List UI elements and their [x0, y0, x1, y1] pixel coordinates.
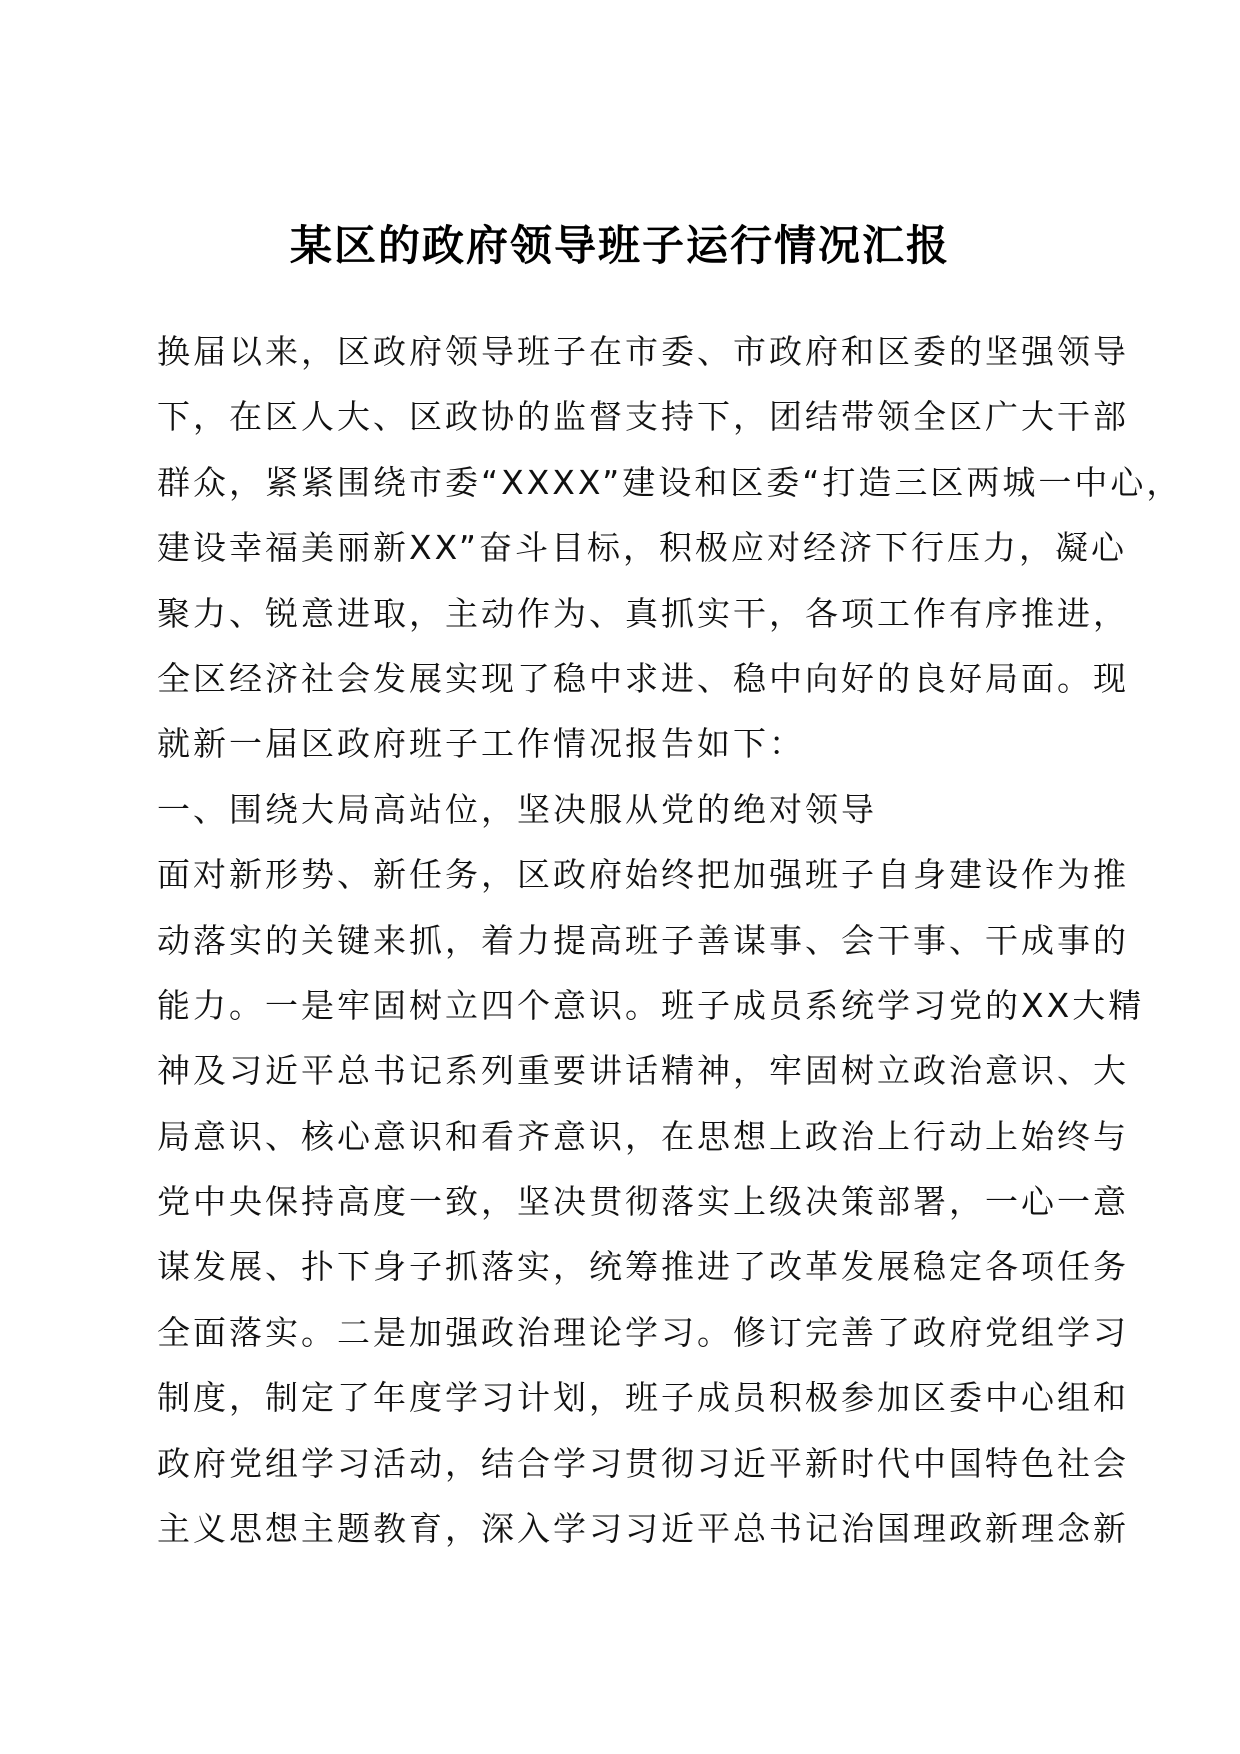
body-line: 党中央保持高度一致，坚决贯彻落实上级决策部署，一心一意 — [157, 1182, 1129, 1222]
document-body — [157, 319, 1183, 1561]
body-line: 制度，制定了年度学习计划，班子成员积极参加区委中心组和 — [157, 1378, 1129, 1418]
body-line: 主义思想主题教育，深入学习习近平总书记治国理政新理念新 — [157, 1509, 1129, 1549]
body-line: 神及习近平总书记系列重要讲话精神，牢固树立政治意识、大 — [157, 1051, 1129, 1091]
body-line: 建设幸福美丽新XX”奋斗目标，积极应对经济下行压力，凝心 — [157, 528, 1127, 568]
body-line: 全区经济社会发展实现了稳中求进、稳中向好的良好局面。现 — [157, 658, 1129, 698]
body-line: 动落实的关键来抓，着力提高班子善谋事、会干事、干成事的 — [157, 920, 1129, 960]
body-line: 能力。一是牢固树立四个意识。班子成员系统学习党的XX大精 — [157, 985, 1145, 1025]
body-line: 面对新形势、新任务，区政府始终把加强班子自身建设作为推 — [157, 855, 1129, 895]
body-line: 换届以来，区政府领导班子在市委、市政府和区委的坚强领导 — [157, 332, 1129, 371]
body-line: 政府党组学习活动，结合学习贯彻习近平新时代中国特色社会 — [157, 1443, 1129, 1483]
document-title: 某区的政府领导班子运行情况汇报 — [289, 221, 950, 270]
body-line: 下，在区人大、区政协的监督支持下，团结带领全区广大干部 — [157, 397, 1129, 437]
section-heading: 一、围绕大局高站位，坚决服从党的绝对领导 — [157, 789, 877, 829]
body-line: 群众，紧紧围绕市委“XXXX”建设和区委“打造三区两城一中心， — [157, 462, 1183, 502]
body-line: 谋发展、扑下身子抓落实，统筹推进了改革发展稳定各项任务 — [157, 1247, 1129, 1287]
body-line: 就新一届区政府班子工作情况报告如下： — [157, 724, 805, 764]
body-line: 全面落实。二是加强政治理论学习。修订完善了政府党组学习 — [157, 1312, 1129, 1352]
body-line: 局意识、核心意识和看齐意识，在思想上政治上行动上始终与 — [157, 1116, 1129, 1156]
body-line: 聚力、锐意进取，主动作为、真抓实干，各项工作有序推进， — [157, 593, 1129, 633]
